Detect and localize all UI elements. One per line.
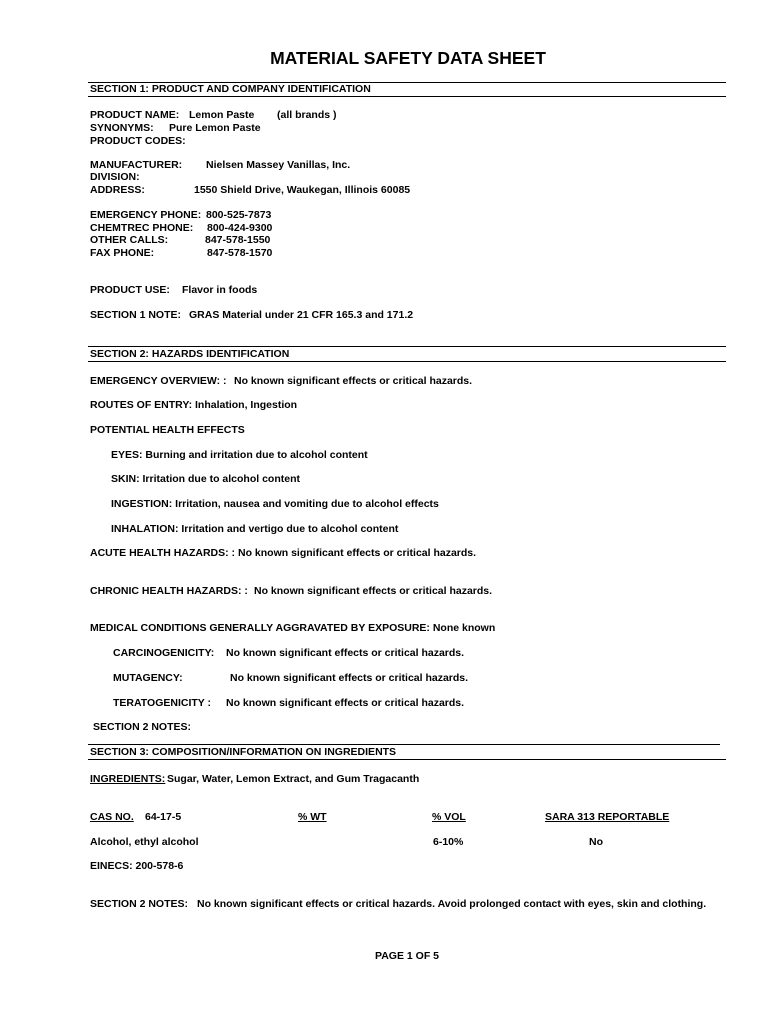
section-3-notes-label: SECTION 2 NOTES: (90, 898, 189, 910)
section-3-bottom-rule (88, 759, 726, 760)
document-title: MATERIAL SAFETY DATA SHEET (270, 48, 546, 68)
chronic-health-hazards-label: CHRONIC HEALTH HAZARDS: : (90, 585, 248, 597)
chemtrec-phone-label: CHEMTREC PHONE: (90, 222, 194, 234)
division-label: DIVISION: (90, 171, 140, 183)
medical-conditions: MEDICAL CONDITIONS GENERALLY AGGRAVATED BY EXPOSURE: None known (90, 622, 496, 634)
section-3-heading: SECTION 3: COMPOSITION/INFORMATION ON INGREDIENTS (90, 746, 397, 758)
table-header-cas-no: CAS NO. (90, 811, 134, 823)
section-1-heading: SECTION 1: PRODUCT AND COMPANY IDENTIFICATION (90, 83, 371, 95)
carcinogenicity-value: No known significant effects or critical hazards. (226, 647, 465, 659)
table-header-wt: % WT (298, 811, 327, 823)
mutagency-label: MUTAGENCY: (113, 672, 183, 684)
emergency-phone-value: 800-525-7873 (206, 209, 272, 221)
page-number: PAGE 1 OF 5 (375, 950, 439, 962)
teratogenicity-label: TERATOGENICITY : (113, 697, 212, 709)
manufacturer-label: MANUFACTURER: (90, 159, 183, 171)
section-1-bottom-rule (88, 96, 726, 97)
address-value: 1550 Shield Drive, Waukegan, Illinois 60085 (194, 184, 411, 196)
teratogenicity-value: No known significant effects or critical hazards. (226, 697, 465, 709)
chronic-health-hazards-value: No known significant effects or critical hazards. (254, 585, 493, 597)
emergency-overview-label: EMERGENCY OVERVIEW: : (90, 375, 227, 387)
potential-health-effects: POTENTIAL HEALTH EFFECTS (90, 424, 245, 436)
mutagency-value: No known significant effects or critical hazards. (230, 672, 469, 684)
synonyms-value: Pure Lemon Paste (169, 122, 261, 134)
section-3-notes-value: No known significant effects or critical hazards. Avoid prolonged contact with eyes, skin and clothing. (197, 898, 707, 910)
effect-skin: SKIN: Irritation due to alcohol content (111, 473, 300, 485)
routes-of-entry: ROUTES OF ENTRY: Inhalation, Ingestion (90, 399, 298, 411)
address-label: ADDRESS: (90, 184, 145, 196)
section-2-heading: SECTION 2: HAZARDS IDENTIFICATION (90, 348, 290, 360)
table-row-sara: No (589, 836, 603, 848)
fax-phone-value: 847-578-1570 (207, 247, 273, 259)
table-header-cas-value: 64-17-5 (145, 811, 182, 823)
acute-health-hazards-label: ACUTE HEALTH HAZARDS: : (90, 547, 236, 559)
fax-phone-label: FAX PHONE: (90, 247, 155, 259)
section-2-bottom-rule (88, 361, 726, 362)
product-name-label: PRODUCT NAME: (90, 109, 180, 121)
other-calls-value: 847-578-1550 (205, 234, 271, 246)
ingredients-value: Sugar, Water, Lemon Extract, and Gum Tragacanth (167, 773, 420, 785)
product-use-label: PRODUCT USE: (90, 284, 170, 296)
product-name-value: Lemon Paste (189, 109, 255, 121)
emergency-overview-value: No known significant effects or critical hazards. (234, 375, 473, 387)
acute-health-hazards-value: No known significant effects or critical hazards. (238, 547, 477, 559)
chemtrec-phone-value: 800-424-9300 (207, 222, 273, 234)
section-3-top-rule (88, 744, 720, 745)
ingredients-label: INGREDIENTS: (90, 773, 166, 785)
section-1-note-value: GRAS Material under 21 CFR 165.3 and 171.2 (189, 309, 414, 321)
product-name-note: (all brands ) (277, 109, 337, 121)
effect-eyes: EYES: Burning and irritation due to alcohol content (111, 449, 368, 461)
table-header-vol: % VOL (432, 811, 466, 823)
section-2-notes-label: SECTION 2 NOTES: (93, 721, 192, 733)
product-codes-label: PRODUCT CODES: (90, 135, 186, 147)
table-header-sara: SARA 313 REPORTABLE (545, 811, 670, 823)
einecs-number: EINECS: 200-578-6 (90, 860, 184, 872)
manufacturer-value: Nielsen Massey Vanillas, Inc. (206, 159, 351, 171)
table-row-vol: 6-10% (433, 836, 464, 848)
table-row-name: Alcohol, ethyl alcohol (90, 836, 199, 848)
synonyms-label: SYNONYMS: (90, 122, 154, 134)
product-use-value: Flavor in foods (182, 284, 258, 296)
section-1-note-label: SECTION 1 NOTE: (90, 309, 182, 321)
other-calls-label: OTHER CALLS: (90, 234, 169, 246)
effect-ingestion: INGESTION: Irritation, nausea and vomiting due to alcohol effects (111, 498, 439, 510)
effect-inhalation: INHALATION: Irritation and vertigo due to alcohol content (111, 523, 399, 535)
section-2-top-rule (88, 346, 726, 347)
carcinogenicity-label: CARCINOGENICITY: (113, 647, 215, 659)
emergency-phone-label: EMERGENCY PHONE: (90, 209, 202, 221)
